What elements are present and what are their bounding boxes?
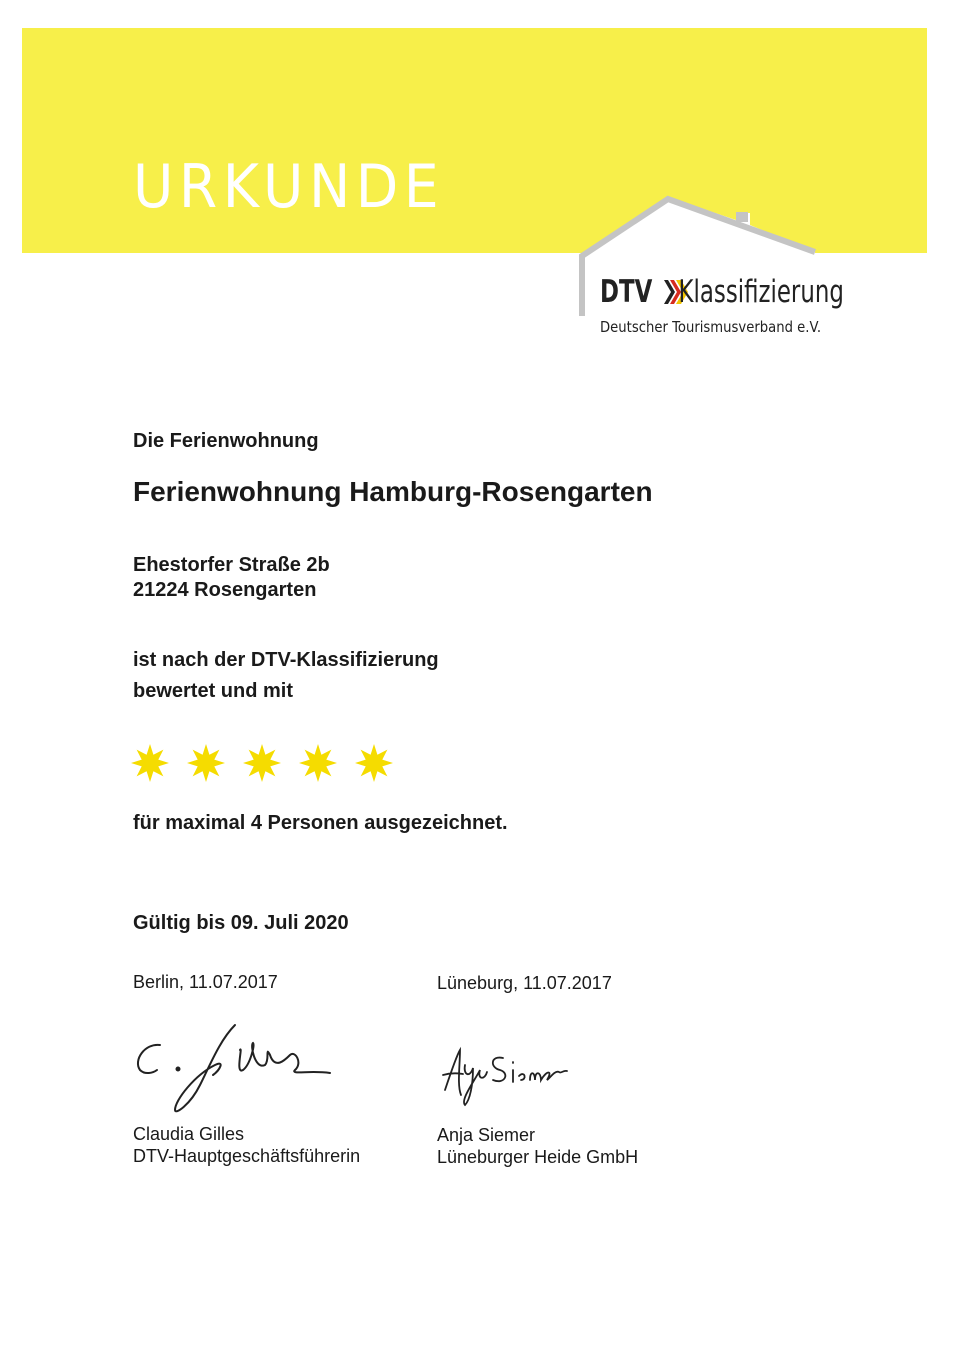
validity-text: Gültig bis 09. Juli 2020 xyxy=(133,912,349,934)
star-icon xyxy=(355,744,393,782)
logo-org: Deutscher Tourismusverband e.V. xyxy=(600,318,822,336)
address-line2: 21224 Rosengarten xyxy=(133,579,317,601)
intro-text: Die Ferienwohnung xyxy=(133,430,319,452)
logo-name: Klassifizierung xyxy=(678,274,844,310)
star-icon xyxy=(131,744,169,782)
signature1-name: Claudia Gilles xyxy=(133,1124,245,1144)
statement-line2: bewertet und mit xyxy=(133,680,294,702)
star-rating xyxy=(120,735,420,795)
document-title: URKUNDE xyxy=(133,152,445,222)
statement-line1: ist nach der DTV-Klassifizierung xyxy=(133,649,439,671)
signature2-image xyxy=(435,1040,585,1115)
logo-brand: DTV xyxy=(600,274,653,310)
signature1-role: DTV-Hauptgeschäftsführerin xyxy=(133,1146,361,1166)
star-icon xyxy=(187,744,225,782)
property-name: Ferienwohnung Hamburg-Rosengarten xyxy=(133,476,653,507)
signature1-place-date: Berlin, 11.07.2017 xyxy=(133,972,278,992)
award-line: für maximal 4 Personen ausgezeichnet. xyxy=(133,812,508,834)
star-icon xyxy=(299,744,337,782)
star-icon xyxy=(243,744,281,782)
signature2-place-date: Lüneburg, 11.07.2017 xyxy=(437,973,612,993)
logo-text xyxy=(600,274,844,310)
signature2-name: Anja Siemer xyxy=(437,1125,536,1145)
signature2-role: Lüneburger Heide GmbH xyxy=(437,1147,639,1167)
address-line1: Ehestorfer Straße 2b xyxy=(133,554,330,576)
signature1-image xyxy=(125,1015,345,1120)
